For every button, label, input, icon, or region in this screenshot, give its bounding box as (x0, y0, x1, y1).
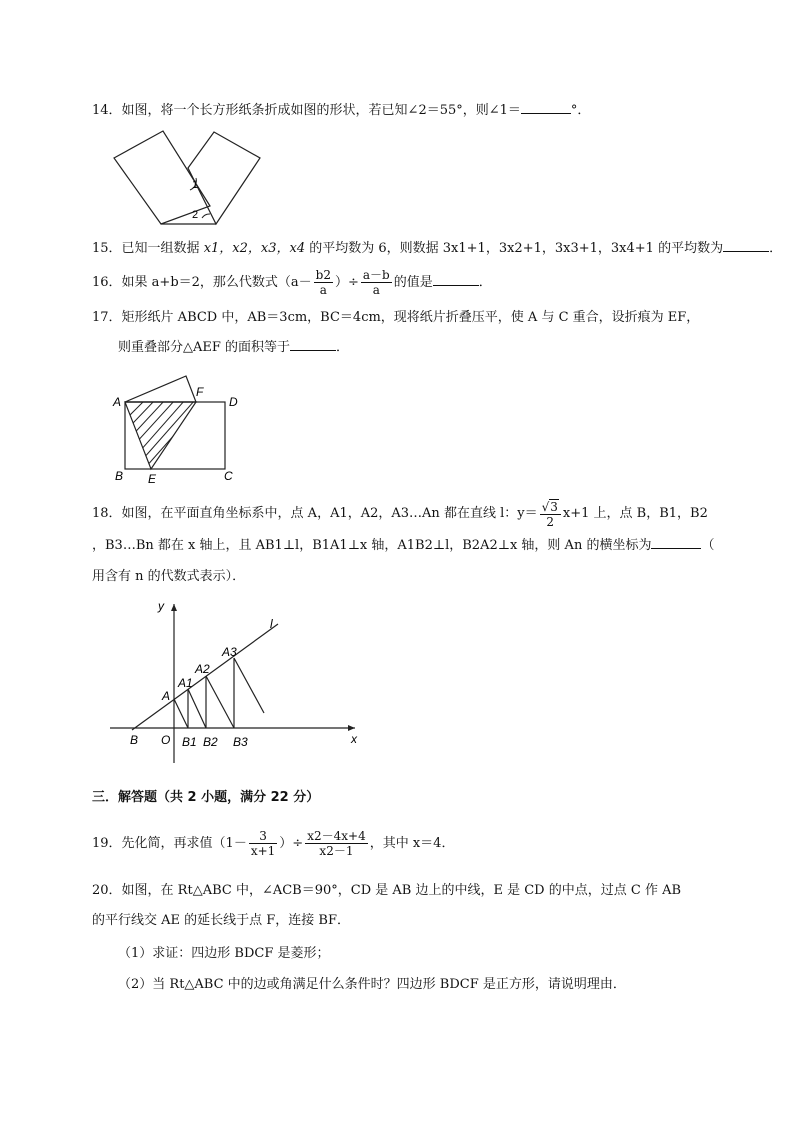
label-x: x (351, 732, 357, 746)
question-text: 如图，将一个长方形纸条折成如图的形状，若已知∠2＝55°，则∠1＝ (121, 103, 521, 118)
question-text: 用含有 n 的代数式表示）． (92, 569, 246, 584)
question-15 (92, 239, 782, 259)
question-18-line-2 (92, 536, 714, 556)
question-number: 15． (92, 241, 122, 256)
question-16 (92, 267, 492, 299)
question-text-end: °． (570, 103, 591, 118)
fraction-numerator: √3 (540, 499, 561, 515)
question-number: 19． (92, 836, 122, 851)
question-text: 的平行线交 AE 的延长线于点 F，连接 BF． (92, 913, 351, 928)
data-vars: x1，x2，x3，x4 (203, 241, 306, 256)
fraction-a-minus-b-over-a (361, 268, 392, 297)
label-e: E (148, 472, 157, 486)
question-text: 如图，在平面直角坐标系中，点 A，A1，A2，A3…An 都在直线 l：y＝ (121, 506, 538, 521)
label-c: C (224, 469, 233, 483)
angle-1-label: 1 (192, 179, 199, 191)
label-a3: A3 (222, 645, 237, 659)
label-a: A (162, 689, 171, 703)
question-text: 的平均数为 6，则数据 (305, 241, 443, 256)
fraction-3-over-x-plus-1 (249, 829, 277, 858)
coordinate-figure (110, 598, 370, 763)
question-text: 如果 a+b＝2，那么代数式（a－ (121, 275, 312, 290)
question-17 (92, 308, 699, 328)
question-18-line-3 (92, 567, 245, 587)
y-axis-arrow (171, 604, 177, 611)
question-text: ，B3…Bn 都在 x 轴上，且 AB1⊥l，B1A1⊥x 轴，A1B2⊥l，B2A2⊥x 轴，则 An 的横坐标为 (92, 538, 652, 553)
question-text: x+1 上，点 B，B1，B2 (562, 506, 708, 521)
fraction-sqrt3-over-2 (540, 499, 561, 529)
question-number: 16． (92, 275, 122, 290)
fraction-numerator: b2 (315, 268, 331, 282)
question-text-end: ． (336, 340, 350, 355)
folded-flap (125, 376, 196, 402)
question-text: （1）求证：四边形 BDCF 是菱形； (118, 946, 330, 961)
label-y: y (158, 599, 164, 613)
fraction-numerator: x2－4x+4 (307, 829, 366, 843)
question-number: 14． (92, 103, 122, 118)
question-text: 如图，在 Rt△ABC 中，∠ACB＝90°，CD 是 AB 边上的中线，E 是 CD 的中点，过点 C 作 AB (121, 883, 682, 898)
question-text: ）÷ (279, 836, 304, 851)
answer-blank (521, 101, 571, 114)
question-17-line-2 (118, 338, 349, 358)
label-a1: A1 (178, 676, 193, 690)
question-text: 则重叠部分△AEF 的面积等于 (118, 340, 291, 355)
answer-blank (290, 338, 336, 351)
label-f: F (196, 385, 204, 399)
angle-2-label: 2 (192, 209, 199, 221)
question-text: ，其中 x＝4． (369, 836, 455, 851)
answer-blank (651, 536, 701, 549)
angle-2-arc (202, 214, 210, 218)
answer-blank (723, 239, 769, 252)
fold-figure (110, 130, 270, 230)
question-text: 的平均数为 (653, 241, 724, 256)
label-b: B (130, 733, 139, 747)
fraction-denominator: a (372, 283, 380, 297)
x-axis-arrow (348, 725, 355, 731)
label-b3: B3 (233, 735, 248, 749)
question-text-end: ． (769, 241, 783, 256)
question-20 (92, 881, 681, 901)
fraction-denominator: x2－1 (319, 844, 354, 858)
question-text: （2）当 Rt△ABC 中的边或角满足什么条件时？四边形 BDCF 是正方形，请说明理由． (118, 977, 626, 992)
question-20-part-1 (118, 944, 329, 964)
fraction-quadratic (305, 829, 368, 858)
answer-blank (433, 273, 479, 286)
question-14 (92, 101, 590, 121)
label-b2: B2 (203, 735, 218, 749)
question-18 (92, 498, 708, 530)
label-a: A (113, 395, 122, 409)
triangle-aef (125, 402, 196, 469)
question-text-end: ． (478, 275, 492, 290)
data-vars-2: 3x1+1，3x2+1，3x3+1，3x4+1 (442, 241, 654, 256)
question-number: 17． (92, 310, 122, 325)
label-o: O (161, 733, 171, 747)
line-l (132, 624, 278, 730)
question-20-part-2 (118, 975, 626, 995)
section-title: 三．解答题（共 2 小题，满分 22 分） (92, 790, 320, 805)
question-text: ）÷ (335, 275, 359, 290)
label-a2: A2 (195, 662, 210, 676)
fraction-denominator: x+1 (250, 844, 276, 858)
label-b: B (115, 469, 124, 483)
fraction-b2-over-a (314, 268, 333, 297)
fraction-numerator: a－b (362, 268, 390, 282)
label-d: D (229, 395, 238, 409)
fraction-numerator: 3 (249, 829, 277, 844)
question-text: 矩形纸片 ABCD 中，AB＝3cm，BC＝4cm，现将纸片折叠压平，使 A 与 C 重合，设折痕为 EF， (121, 310, 700, 325)
fraction-denominator: 2 (546, 514, 555, 529)
sqrt-radicand: 3 (550, 499, 558, 514)
question-text: （ (701, 538, 715, 553)
question-19 (92, 826, 454, 862)
fraction-denominator: a (319, 283, 327, 297)
question-20-line-2 (92, 911, 350, 931)
question-text: 已知一组数据 (121, 241, 204, 256)
question-text: 的值是 (393, 275, 433, 290)
question-number: 18． (92, 506, 122, 521)
rectangle-fold-figure (110, 370, 250, 488)
perpendicular-segments (174, 658, 264, 728)
label-b1: B1 (182, 735, 197, 749)
label-l: l (270, 617, 273, 631)
question-number: 20． (92, 883, 122, 898)
question-text: 先化简，再求值（1－ (121, 836, 247, 851)
